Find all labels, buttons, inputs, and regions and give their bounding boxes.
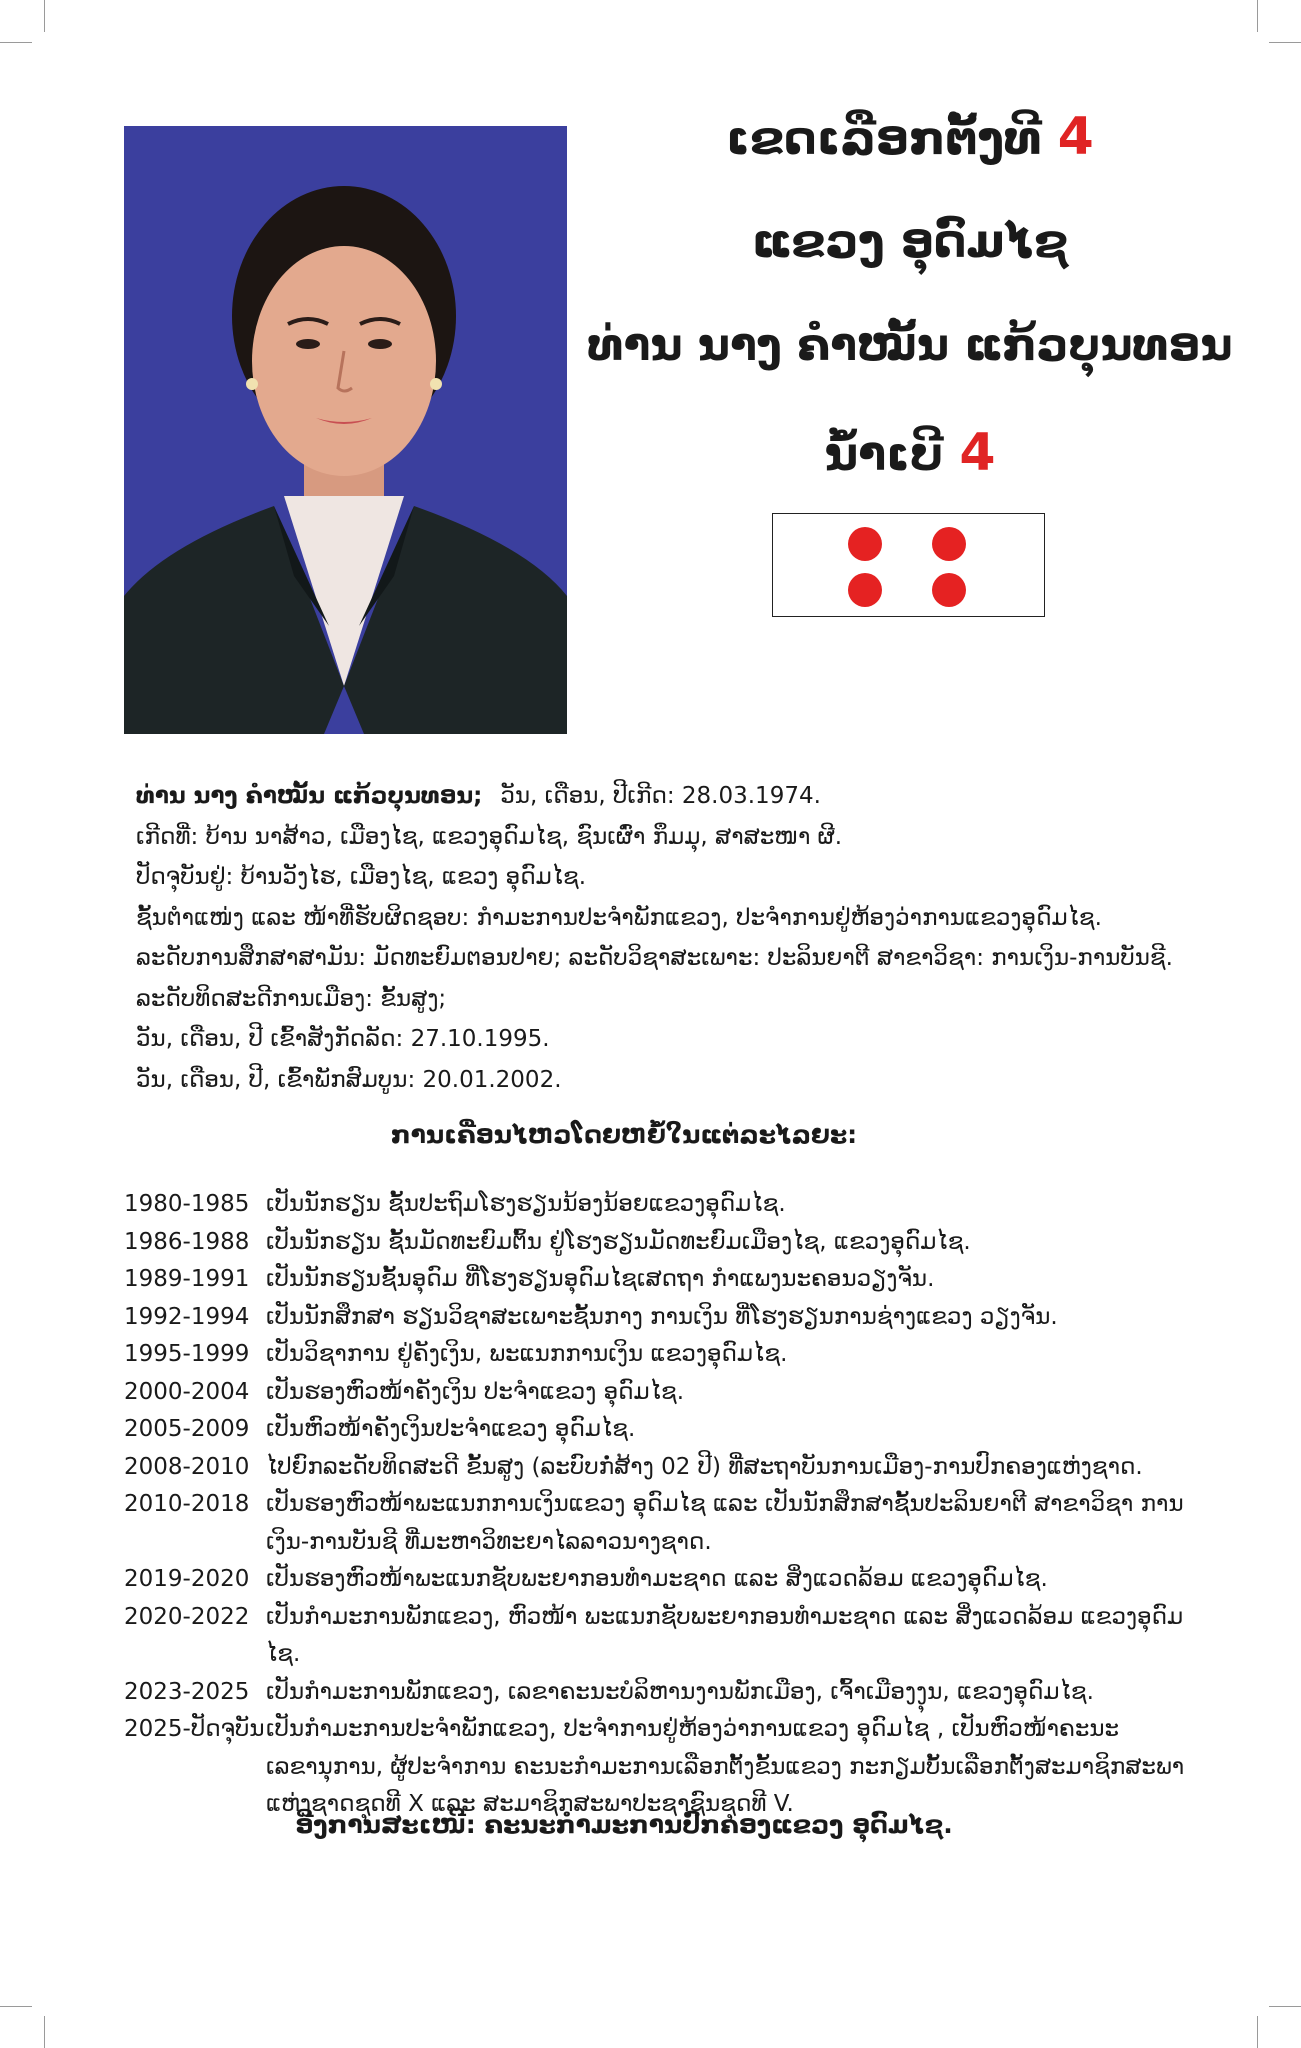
bio-line: ລະດັບທິດສະດີການເມືອງ: ຂັ້ນສູງ;: [136, 985, 447, 1012]
bio-line: ເກີດທີ່: ບ້ານ ນາສ້າວ, ເມືອງໄຊ, ແຂວງອຸດົມໄຊ, ຊົນເຜົ່າ ກຶມມຸ, ສາສະໜາ ຜີ.: [136, 823, 843, 850]
bio-birthdate: ວັນ, ເດືອນ, ປີເກີດ: 28.03.1974.: [500, 783, 821, 809]
ballot-dot: [932, 573, 966, 607]
timeline-desc: ໄປຍົກລະດັບທິດສະດີ ຂັ້ນສູງ (ລະບົບກໍ່ສ້າງ 02 ປີ) ທີ່ສະຖາບັນການເມືອງ-ການປົກຄອງແຫ່ງຊາດ.: [266, 1453, 1143, 1480]
bio-name-line: [136, 776, 1236, 817]
timeline-entry: [124, 1711, 1204, 1824]
crop-mark: [1269, 42, 1301, 43]
timeline-entry: [124, 1411, 1204, 1449]
timeline-entry: [124, 1261, 1204, 1299]
timeline-desc: ເປັນນັກສຶກສາ ຮຽນວິຊາສະເພາະຊັ້ນກາງ ການເງິນ ທີ່ໂຮງຮຽນການຊ່າງແຂວງ ວຽງຈັນ.: [266, 1303, 1058, 1330]
timeline-years: 1995-1999: [124, 1341, 250, 1367]
timeline-years: 1980-1985: [124, 1191, 250, 1217]
timeline-entry: [124, 1224, 1204, 1262]
proposal-line: ອີງການສະເໜີ: ຄະນະກຳມະການປົກຄອງແຂວງ ອຸດົມໄຊ.: [295, 1810, 953, 1839]
timeline-entry: [124, 1299, 1204, 1337]
timeline-desc: ເປັນຮອງຫົວໜ້າຄັງເງິນ ປະຈຳແຂວງ ອຸດົມໄຊ.: [266, 1378, 685, 1405]
timeline-entry: [124, 1186, 1204, 1224]
province-heading: ແຂວງ ອຸດົມໄຊ: [751, 214, 1069, 268]
crop-mark: [44, 0, 45, 32]
bio-line: ວັນ, ເດືອນ, ປີ, ເຂົ້າພັກສົມບູນ: 20.01.2002.: [136, 1066, 562, 1093]
number-value: 4: [959, 423, 996, 483]
crop-mark: [0, 42, 32, 43]
timeline-entry: [124, 1599, 1204, 1674]
timeline-entry: [124, 1674, 1204, 1712]
bio-section: [136, 776, 1236, 1100]
bio-line: ປັດຈຸບັນຢູ່: ບ້ານວັງໄຮ, ເມືອງໄຊ, ແຂວງ ອຸດົມໄຊ.: [136, 864, 587, 890]
timeline-entry: [124, 1561, 1204, 1599]
bio-line: ຊັ້ນຕຳແໜ່ງ ແລະ ໜ້າທີ່ຮັບຜິດຊອບ: ກຳມະການປະຈຳພັກແຂວງ, ປະຈຳການຢູ່ຫ້ອງວ່າການແຂວງອຸດົມໄຊ.: [136, 904, 1102, 931]
number-label: ນ້ຳເບີ: [824, 427, 944, 481]
timeline-years: 2008-2010: [124, 1453, 250, 1480]
timeline-entry: [124, 1449, 1204, 1487]
timeline-years: 2023-2025: [124, 1678, 250, 1705]
ballot-dot: [932, 527, 966, 561]
ballot-dot: [848, 573, 882, 607]
portrait-illustration: [124, 126, 567, 734]
bio-line: ລະດັບການສຶກສາສາມັນ: ມັດທະຍົມຕອນປາຍ; ລະດັບວິຊາສະເພາະ: ປະລິນຍາຕີ ສາຂາວິຊາ: ການເງິນ-ການບັນຊີ.: [136, 945, 1173, 971]
timeline-years: 1989-1991: [124, 1266, 250, 1292]
timeline-desc: ເປັນຫົວໜ້າຄັງເງິນປະຈຳແຂວງ ອຸດົມໄຊ.: [266, 1416, 636, 1442]
crop-mark: [1269, 2006, 1301, 2007]
timeline-years: 2005-2009: [124, 1416, 250, 1442]
candidate-number-heading: [560, 422, 1260, 484]
timeline-years: 2020-2022: [124, 1603, 250, 1630]
constituency-label: ເຂດເລືອກຕັ້ງທີ: [726, 111, 1042, 165]
crop-mark: [44, 2016, 45, 2048]
timeline-desc: ເປັນກຳມະການປະຈຳພັກແຂວງ, ປະຈຳການຢູ່ຫ້ອງວ່າການແຂວງ ອຸດົມໄຊ , ເປັນຫົວໜ້າຄະນະເລຂານຸການ, ຜູ້ປະຈຳການ ຄະນະກຳມະການເລືອກຕັ້ງຂັ້ນແຂວງ ກະກຽມບັ້ນເລືອກຕັ້ງສະມາຊິກສະພາແຫ່ງຊາດຊຸດທີ X ແລະ ສະມາຊິກສະພາປະຊາຊົນຊຸດທີ V.: [266, 1716, 1185, 1817]
candidate-name-heading: ທ່ານ ນາງ ຄຳໝັ້ນ ແກ້ວບຸນທອນ: [587, 320, 1233, 371]
timeline-years: 2025-ປັດຈຸບັນ: [124, 1716, 265, 1742]
timeline-years: 2019-2020: [124, 1566, 250, 1592]
candidate-photo: [124, 126, 567, 734]
timeline-desc: ເປັນນັກຮຽນຊັ້ນອຸດົມ ທີ່ໂຮງຮຽນອຸດົມໄຊເສດຖາ ກຳແພງນະຄອນວຽງຈັນ.: [266, 1266, 935, 1292]
crop-mark: [0, 2006, 32, 2007]
timeline-years: 2010-2018: [124, 1491, 250, 1517]
timeline-desc: ເປັນຮອງຫົວໜ້າພະແນກຊັບພະຍາກອນທຳມະຊາດ ແລະ ສິ່ງແວດລ້ອມ ແຂວງອຸດົມໄຊ.: [266, 1566, 1048, 1592]
timeline-title: ການເຄື່ອນໄຫວໂດຍຫຍໍ້ໃນແຕ່ລະໄລຍະ:: [390, 1120, 858, 1149]
bio-line: ວັນ, ເດືອນ, ປີ ເຂົ້າສັງກັດລັດ: 27.10.1995.: [136, 1026, 550, 1052]
timeline-entry: [124, 1374, 1204, 1412]
timeline-years: 1986-1988: [124, 1228, 250, 1255]
timeline-desc: ເປັນຮອງຫົວໜ້າພະແນກການເງິນແຂວງ ອຸດົມໄຊ ແລະ ເປັນນັກສຶກສາຊັ້ນປະລິນຍາຕີ ສາຂາວິຊາ ການເງິນ-ການບັນຊີ ທີ່ມະຫາວິທະຍາໄລລາວນາງຊາດ.: [266, 1491, 1184, 1555]
timeline-entry: [124, 1486, 1204, 1561]
timeline-years: 2000-2004: [124, 1378, 250, 1405]
timeline-entry: [124, 1336, 1204, 1374]
timeline-desc: ເປັນວິຊາການ ຢູ່ຄັງເງິນ, ພະແນກການເງິນ ແຂວງອຸດົມໄຊ.: [266, 1341, 788, 1367]
timeline-desc: ເປັນກຳມະການພັກແຂວງ, ເລຂາຄະນະບໍລິຫານງານພັກເມືອງ, ເຈົ້າເມືອງງຸນ, ແຂວງອຸດົມໄຊ.: [266, 1678, 1094, 1705]
bio-name: ທ່ານ ນາງ ຄຳໝັ້ນ ແກ້ວບຸນທອນ;: [136, 783, 483, 809]
crop-mark: [1257, 0, 1258, 32]
timeline-desc: ເປັນນັກຮຽນ ຊັ້ນມັດທະຍົມຕົ້ນ ຢູ່ໂຮງຮຽນມັດທະຍົມເມືອງໄຊ, ແຂວງອຸດົມໄຊ.: [266, 1228, 971, 1255]
ballot-symbol-box: [772, 513, 1045, 617]
timeline-list: [124, 1186, 1204, 1824]
timeline-desc: ເປັນນັກຮຽນ ຊັ້ນປະຖົມໂຮງຮຽນນ້ອງນ້ອຍແຂວງອຸດົມໄຊ.: [266, 1191, 786, 1217]
timeline-years: 1992-1994: [124, 1303, 250, 1330]
constituency-number: 4: [1057, 107, 1094, 167]
timeline-desc: ເປັນກຳມະການພັກແຂວງ, ຫົວໜ້າ ພະແນກຊັບພະຍາກອນທຳມະຊາດ ແລະ ສິ່ງແວດລ້ອມ ແຂວງອຸດົມໄຊ.: [266, 1603, 1184, 1667]
ballot-dot: [848, 527, 882, 561]
constituency-heading: [560, 106, 1260, 168]
crop-mark: [1257, 2016, 1258, 2048]
